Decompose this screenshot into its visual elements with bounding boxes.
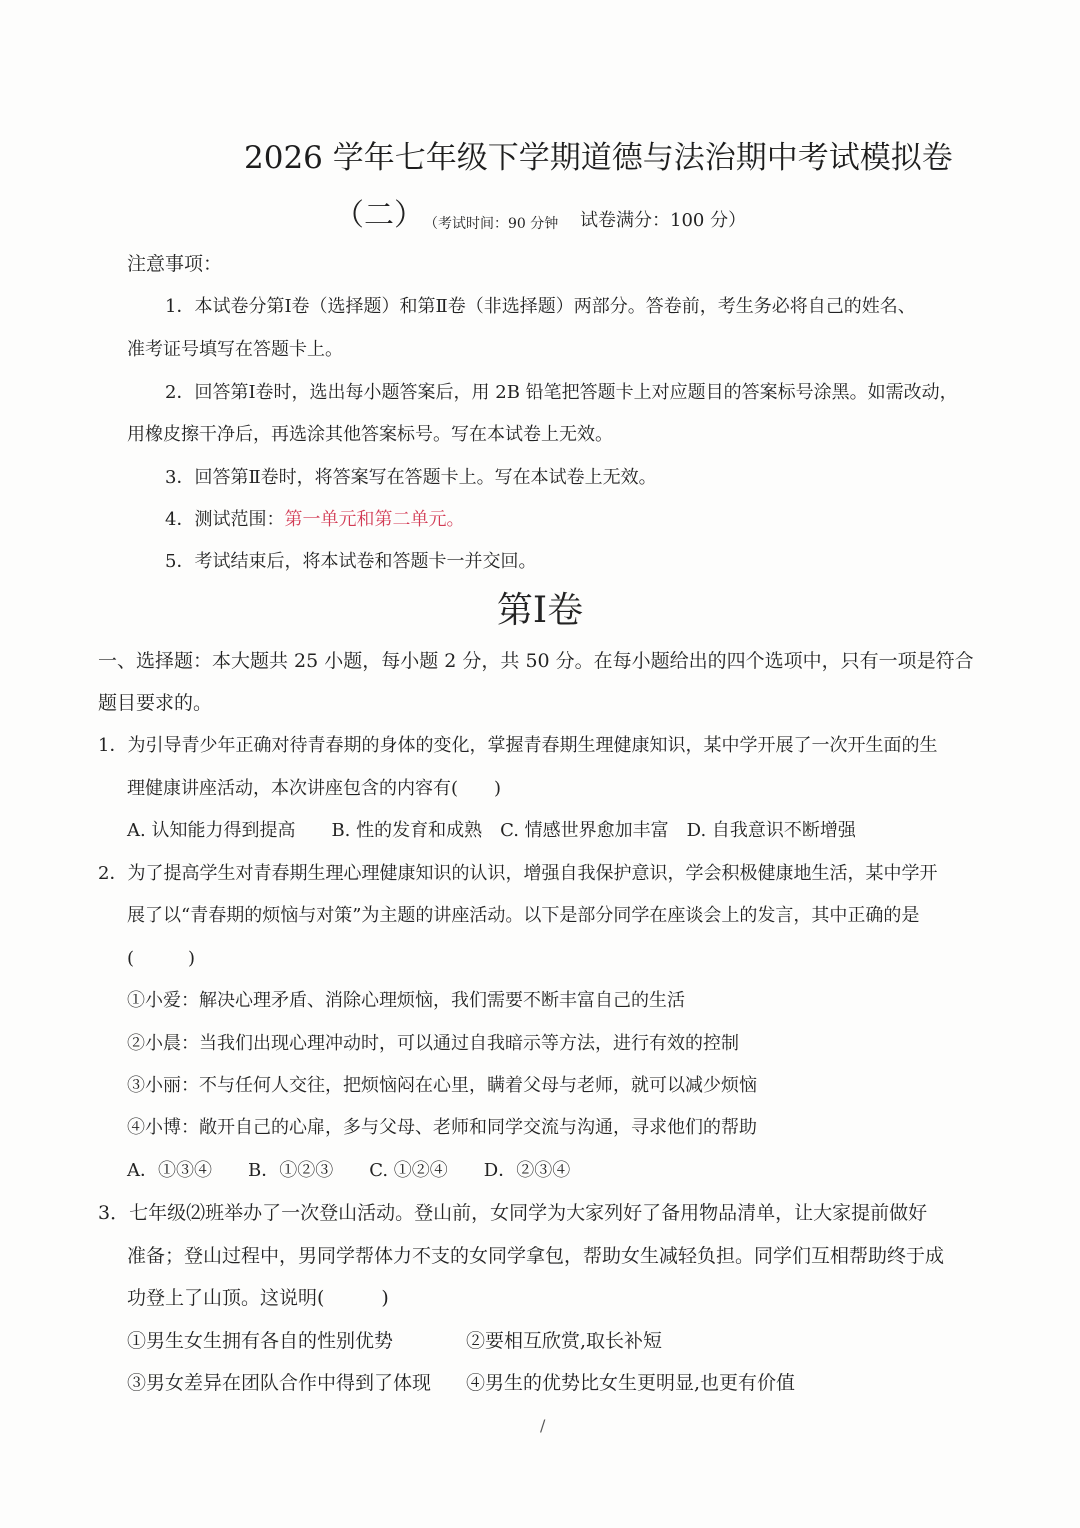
question-2-statement-1: ①小爱：解决心理矛盾、消除心理烦恼，我们需要不断丰富自己的生活 <box>127 990 685 1011</box>
notice-item-3: 3．回答第Ⅱ卷时，将答案写在答题卡上。写在本试卷上无效。 <box>165 467 657 488</box>
exam-score: 试卷满分：100 分） <box>580 210 747 231</box>
question-2-line-1: 2．为了提高学生对青春期生理心理健康知识的认识，增强自我保护意识，学会积极健康地生活，某中学开 <box>98 863 938 884</box>
question-2-line-2: 展了以“青春期的烦恼与对策”为主题的讲座活动。以下是部分同学在座谈会上的发言，其中正确的是 <box>127 905 920 926</box>
question-2-statement-2: ②小晨：当我们出现心理冲动时，可以通过自我暗示等方法，进行有效的控制 <box>127 1033 739 1054</box>
notice-item-1-line-1: 1．本试卷分第Ⅰ卷（选择题）和第Ⅱ卷（非选择题）两部分。答卷前，考生务必将自己的姓名、 <box>165 296 916 317</box>
question-3-statement-2: ②要相互欣赏,取长补短 <box>466 1330 663 1352</box>
test-scope: 第一单元和第二单元。 <box>284 509 465 530</box>
notice-heading: 注意事项： <box>127 253 223 275</box>
question-3-statement-3: ③男女差异在团队合作中得到了体现 <box>127 1372 432 1394</box>
notice-item-2-line-1: 2．回答第Ⅰ卷时，选出每小题答案后，用 2B 铅笔把答题卡上对应题目的答案标号涂黑。如需改动， <box>165 382 958 403</box>
paper-number: （二） <box>334 198 424 233</box>
notice-item-4-label: 4．测试范围： <box>165 509 285 530</box>
question-1-options: A. 认知能力得到提高 B. 性的发育和成熟 C. 情感世界愈加丰富 D. 自我意识不断增强 <box>127 820 856 841</box>
notice-item-1-line-2: 准考证号填写在答题卡上。 <box>127 339 343 360</box>
notice-item-5: 5．考试结束后，将本试卷和答题卡一并交回。 <box>165 551 537 572</box>
part-one-line-1: 一、选择题：本大题共 25 小题，每小题 2 分，共 50 分。在每小题给出的四个选项中，只有一项是符合 <box>98 650 974 672</box>
part-one-line-2: 题目要求的。 <box>98 692 213 714</box>
exam-time: （考试时间：90 分钟 <box>424 216 559 232</box>
notice-item-4 <box>165 507 464 533</box>
notice-item-2-line-2: 用橡皮擦干净后，再选涂其他答案标号。写在本试卷上无效。 <box>127 424 613 445</box>
question-2-options: A．①③④ B．①②③ C. ①②④ D．②③④ <box>127 1160 571 1181</box>
page-title: 2026 学年七年级下学期道德与法治期中考试模拟卷 <box>244 140 953 176</box>
question-3-line-3: 功登上了山顶。这说明( ) <box>127 1287 389 1309</box>
question-3-statement-4: ④男生的优势比女生更明显,也更有价值 <box>466 1372 796 1394</box>
question-3-line-1: 3．七年级⑵班举办了一次登山活动。登山前，女同学为大家列好了备用物品清单，让大家提前做好 <box>98 1202 928 1224</box>
question-3-line-2: 准备；登山过程中，男同学帮体力不支的女同学拿包，帮助女生减轻负担。同学们互相帮助终于成 <box>127 1245 945 1267</box>
question-3-statement-1: ①男生女生拥有各自的性别优势 <box>127 1330 394 1352</box>
question-2-statement-3: ③小丽：不与任何人交往，把烦恼闷在心里，瞒着父母与老师，就可以减少烦恼 <box>127 1075 757 1096</box>
page-mark: / <box>540 1416 546 1435</box>
question-2-line-3: ( ) <box>127 948 196 969</box>
section-title: 第Ⅰ卷 <box>496 590 584 631</box>
question-1-line-1: 1．为引导青少年正确对待青春期的身体的变化，掌握青春期生理健康知识，某中学开展了一次开生面的生 <box>98 735 938 756</box>
question-1-line-2: 理健康讲座活动，本次讲座包含的内容有( ) <box>127 778 502 799</box>
question-2-statement-4: ④小博：敞开自己的心扉，多与父母、老师和同学交流与沟通，寻求他们的帮助 <box>127 1117 757 1138</box>
